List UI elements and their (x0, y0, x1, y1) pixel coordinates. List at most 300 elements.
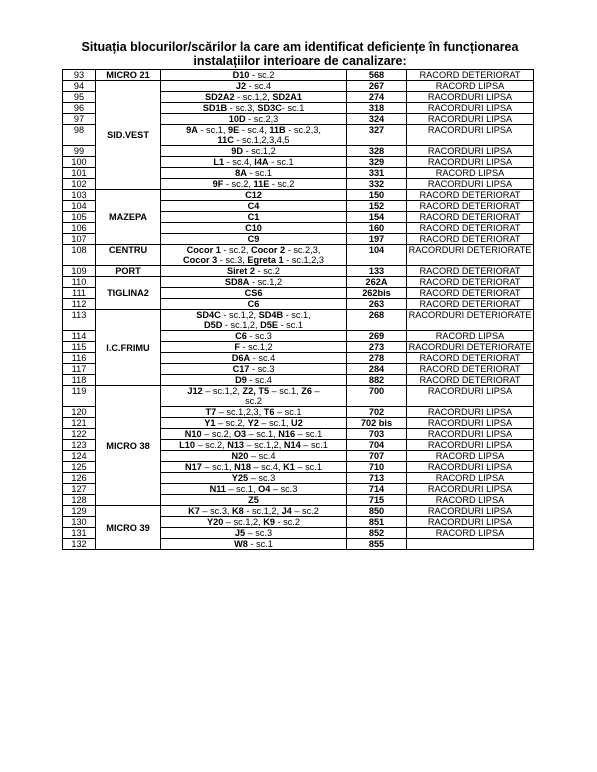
block-list (161, 429, 347, 440)
block-id: Z5 (248, 495, 259, 505)
row-number: 120 (63, 407, 96, 418)
stair-info: - sc.4 (246, 81, 272, 91)
cadastral-code: 332 (347, 179, 407, 190)
block-id: I4A (254, 157, 269, 167)
deficiency-status: RACORDURI LIPSA (407, 386, 534, 407)
block-id: K1 (283, 462, 295, 472)
zone-name: MICRO 21 (96, 70, 161, 81)
block-id: D5E (260, 320, 279, 330)
cadastral-code: 133 (347, 266, 407, 277)
stair-info: - sc.1,2 (243, 146, 276, 156)
stair-info: - sc.4 (246, 375, 272, 385)
cadastral-code: 707 (347, 451, 407, 462)
row-number: 115 (63, 342, 96, 353)
table-row (63, 245, 534, 266)
cadastral-code: 710 (347, 462, 407, 473)
block-id: W8 (234, 539, 248, 549)
block-id: Y20 (207, 517, 224, 527)
stair-info: - sc.3, (227, 103, 258, 113)
block-list (161, 125, 347, 146)
zone-name: I.C.FRIMU (96, 310, 161, 386)
row-number: 118 (63, 375, 96, 386)
row-number: 95 (63, 92, 96, 103)
title-line-2: instalațiilor interioare de canalizare: (193, 54, 407, 68)
stair-info: – sc.3 (245, 528, 273, 538)
block-id: N13 (227, 440, 245, 450)
row-number: 109 (63, 266, 96, 277)
cadastral-code: 714 (347, 484, 407, 495)
table-row (63, 266, 534, 277)
row-number: 107 (63, 234, 96, 245)
block-id: K9 (263, 517, 275, 527)
deficiency-status: RACORDURI LIPSA (407, 506, 534, 517)
deficiency-status: RACORDURI DETERIORATE (407, 342, 534, 353)
deficiency-status: RACORDURI LIPSA (407, 157, 534, 168)
block-id: N18 (234, 462, 251, 472)
block-id: Y2 (247, 418, 259, 428)
block-id: C6 (247, 299, 260, 309)
stair-info: – sc.1 (294, 462, 322, 472)
stair-info: - sc.1,2 (239, 342, 273, 352)
table-row (63, 386, 534, 407)
cadastral-code: 318 (347, 103, 407, 114)
deficiency-status: RACORD LIPSA (407, 495, 534, 506)
deficiency-status: RACORDURI LIPSA (407, 103, 534, 114)
row-number: 101 (63, 168, 96, 179)
block-id: Z2, T5 (242, 386, 270, 396)
stair-info: - sc.2 (249, 70, 275, 80)
stair-info: – sc.1, (269, 386, 302, 396)
block-id: Cocor 2 (250, 245, 286, 255)
stair-info: – (311, 386, 320, 396)
block-id: Z6 (301, 386, 312, 396)
block-list (161, 179, 347, 190)
cadastral-code: 882 (347, 375, 407, 386)
block-id: L1 (213, 157, 225, 167)
stair-info: – sc.4, (250, 462, 284, 472)
stair-info: - sc.4 (250, 353, 276, 363)
block-id: C17 (232, 364, 250, 374)
stair-info: - sc.2 (274, 517, 300, 527)
block-list (161, 331, 347, 342)
deficiency-status: RACORD DETERIORAT (407, 201, 534, 212)
block-list (161, 310, 347, 331)
deficiency-status: RACORDURI LIPSA (407, 517, 534, 528)
block-list (161, 539, 347, 550)
deficiency-status: RACORD DETERIORAT (407, 277, 534, 288)
block-id: SD1B (202, 103, 228, 113)
stair-info: – sc.2, (215, 418, 248, 428)
cadastral-code: 152 (347, 201, 407, 212)
stair-info: - sc.2 (269, 179, 295, 189)
block-id: C10 (245, 223, 262, 233)
row-number: 98 (63, 125, 96, 146)
block-list (161, 190, 347, 201)
deficiency-status: RACORDURI LIPSA (407, 462, 534, 473)
deficiency-status: RACORD LIPSA (407, 473, 534, 484)
stair-info: – sc.1, (201, 462, 235, 472)
block-list (161, 81, 347, 92)
stair-info: – sc.1, (225, 484, 259, 494)
row-number: 103 (63, 190, 96, 201)
row-number: 117 (63, 364, 96, 375)
block-id: 9A (186, 125, 198, 135)
block-id: D10 (232, 70, 250, 80)
title-line-1: Situația blocurilor/scărilor la care am identificat deficiențe în funcționarea (81, 40, 519, 54)
stair-info: – sc.3 (248, 473, 276, 483)
deficiency-status (407, 539, 534, 550)
deficiency-status: RACORDURI LIPSA (407, 179, 534, 190)
stair-info: - sc.3, (217, 255, 248, 265)
block-list (161, 103, 347, 114)
block-id: N17 (185, 462, 202, 472)
stair-info: – sc.1,2, (223, 517, 264, 527)
block-id: N11 (209, 484, 226, 494)
cadastral-code: 850 (347, 506, 407, 517)
table-row (63, 70, 534, 81)
block-id: T6 (263, 407, 275, 417)
block-id: J5 (234, 528, 246, 538)
stair-info: - sc.1,2, (243, 506, 282, 516)
stair-info: - sc.4, (239, 125, 270, 135)
deficiency-status: RACORDURI LIPSA (407, 146, 534, 157)
stair-info: - sc.1,2, (222, 320, 261, 330)
deficiency-table-body (63, 70, 534, 550)
cadastral-code: 324 (347, 114, 407, 125)
block-list (161, 266, 347, 277)
block-list (161, 364, 347, 375)
block-id: C6 (235, 331, 247, 341)
deficiency-status: RACORDURI DETERIORATE (407, 310, 534, 331)
cadastral-code: 852 (347, 528, 407, 539)
table-row (63, 81, 534, 92)
block-list (161, 506, 347, 517)
stair-info: - sc.1,2, (234, 92, 273, 102)
row-number: 96 (63, 103, 96, 114)
zone-name: MICRO 38 (96, 386, 161, 506)
stair-info: – sc.1,2,3, (216, 407, 264, 417)
block-id: F (234, 342, 240, 352)
stair-info: – sc.2, (201, 429, 234, 439)
block-id: 10D (228, 114, 246, 124)
row-number: 123 (63, 440, 96, 451)
row-number: 106 (63, 223, 96, 234)
stair-info: - sc.1 (247, 539, 273, 549)
block-id: O4 (258, 484, 271, 494)
stair-info: - sc.1,2, (220, 310, 259, 320)
row-number: 112 (63, 299, 96, 310)
deficiency-status: RACORDURI LIPSA (407, 440, 534, 451)
cadastral-code: 274 (347, 92, 407, 103)
deficiency-status: RACORDURI LIPSA (407, 92, 534, 103)
deficiency-status: RACORD DETERIORAT (407, 375, 534, 386)
row-number: 125 (63, 462, 96, 473)
block-list (161, 440, 347, 451)
block-id: C12 (245, 190, 262, 200)
deficiency-status: RACORDURI LIPSA (407, 429, 534, 440)
cadastral-code: 262bis (347, 288, 407, 299)
block-id: K7 (188, 506, 200, 516)
block-list (161, 484, 347, 495)
row-number: 129 (63, 506, 96, 517)
stair-info: - sc.2, (220, 245, 251, 255)
block-id: K8 (232, 506, 244, 516)
deficiency-status: RACORD DETERIORAT (407, 364, 534, 375)
block-id: 11C (217, 135, 234, 145)
block-list (161, 201, 347, 212)
stair-info: - sc.2,3, (285, 125, 321, 135)
stair-info: - sc.1,2,3 (283, 255, 324, 265)
block-id: SD4C (196, 310, 221, 320)
row-number: 110 (63, 277, 96, 288)
stair-info: – sc.3, (199, 506, 233, 516)
stair-info: - sc.3 (249, 364, 275, 374)
row-number: 111 (63, 288, 96, 299)
block-list (161, 223, 347, 234)
cadastral-code: 284 (347, 364, 407, 375)
block-id: N14 (283, 440, 301, 450)
cadastral-code: 328 (347, 146, 407, 157)
block-id: N16 (278, 429, 296, 439)
row-number: 104 (63, 201, 96, 212)
block-list (161, 517, 347, 528)
block-list (161, 70, 347, 81)
stair-info: – sc.1,2, (202, 386, 243, 396)
deficiency-status: RACORD DETERIORAT (407, 70, 534, 81)
cadastral-code: 104 (347, 245, 407, 266)
block-list (161, 157, 347, 168)
stair-info: – sc.1, (258, 418, 292, 428)
deficiency-status: RACORDURI LIPSA (407, 418, 534, 429)
row-number: 127 (63, 484, 96, 495)
cadastral-code: 160 (347, 223, 407, 234)
cadastral-code: 329 (347, 157, 407, 168)
block-id: CS6 (244, 288, 263, 298)
stair-info: - sc.1, (283, 310, 311, 320)
zone-name: MAZEPA (96, 190, 161, 245)
block-id: C1 (247, 212, 260, 222)
deficiency-status: RACORDURI LIPSA (407, 407, 534, 418)
deficiency-status: RACORDURI LIPSA (407, 484, 534, 495)
cadastral-code: 704 (347, 440, 407, 451)
stair-info: - sc.2 (255, 266, 281, 276)
stair-info: – sc.1,2, (244, 440, 284, 450)
block-id: SD2A1 (272, 92, 303, 102)
block-list (161, 342, 347, 353)
stair-info: – sc.1, (246, 429, 279, 439)
row-number: 99 (63, 146, 96, 157)
block-list (161, 114, 347, 125)
deficiency-status: RACORDURI LIPSA (407, 125, 534, 146)
deficiency-status: RACORD LIPSA (407, 528, 534, 539)
stair-info: - sc.2,3 (245, 114, 279, 124)
stair-info: - sc.2,3, (285, 245, 321, 255)
cadastral-code: 154 (347, 212, 407, 223)
cadastral-code: 703 (347, 429, 407, 440)
row-number: 93 (63, 70, 96, 81)
zone-name: SID.VEST (96, 81, 161, 190)
stair-info: - sc.1, (197, 125, 228, 135)
block-list (161, 528, 347, 539)
deficiency-status: RACORD LIPSA (407, 331, 534, 342)
block-id: L10 (179, 440, 196, 450)
block-list (161, 146, 347, 157)
row-number: 97 (63, 114, 96, 125)
stair-info: - sc.2, (223, 179, 254, 189)
row-number: 108 (63, 245, 96, 266)
row-number: 102 (63, 179, 96, 190)
block-id: SD2A2 (204, 92, 235, 102)
block-id: Y1 (204, 418, 216, 428)
deficiency-status: RACORD DETERIORAT (407, 353, 534, 364)
stair-info: - sc.1,2,3,4,5 (233, 135, 290, 145)
cadastral-code: 262A (347, 277, 407, 288)
deficiency-status: RACORDURI DETERIORATE (407, 245, 534, 266)
row-number: 100 (63, 157, 96, 168)
row-number: 116 (63, 353, 96, 364)
row-number: 126 (63, 473, 96, 484)
stair-info: – sc.2 (291, 506, 319, 516)
block-id: 9D (231, 146, 244, 156)
document-title (60, 40, 540, 68)
block-id: C9 (247, 234, 260, 244)
stair-info: – sc.1 (274, 407, 302, 417)
cadastral-code: 263 (347, 299, 407, 310)
block-list (161, 299, 347, 310)
deficiency-status: RACORD DETERIORAT (407, 212, 534, 223)
row-number: 119 (63, 386, 96, 407)
block-id: D6A (231, 353, 251, 363)
block-id: Y25 (231, 473, 249, 483)
block-id: 9E (227, 125, 240, 135)
stair-info: – sc.3 (270, 484, 298, 494)
cadastral-code: 568 (347, 70, 407, 81)
row-number: 114 (63, 331, 96, 342)
row-number: 121 (63, 418, 96, 429)
block-id: Egreta 1 (247, 255, 284, 265)
stair-info: – sc.1 (300, 440, 328, 450)
table-row (63, 277, 534, 288)
table-row (63, 506, 534, 517)
block-id: SD8A (224, 277, 250, 287)
row-number: 94 (63, 81, 96, 92)
cadastral-code: 855 (347, 539, 407, 550)
cadastral-code: 702 (347, 407, 407, 418)
block-list (161, 353, 347, 364)
block-id: Siret 2 (226, 266, 256, 276)
cadastral-code: 702 bis (347, 418, 407, 429)
cadastral-code: 713 (347, 473, 407, 484)
cadastral-code: 197 (347, 234, 407, 245)
block-id: D5D (203, 320, 223, 330)
cadastral-code: 267 (347, 81, 407, 92)
cadastral-code: 278 (347, 353, 407, 364)
block-id: J2 (235, 81, 247, 91)
block-id: 8A (235, 168, 247, 178)
block-list (161, 234, 347, 245)
block-list (161, 245, 347, 266)
deficiency-table (62, 69, 534, 550)
stair-info: – sc.4 (248, 451, 276, 461)
block-id: T7 (205, 407, 217, 417)
block-id: D9 (235, 375, 247, 385)
block-id: SD4B (258, 310, 284, 320)
row-number: 113 (63, 310, 96, 331)
zone-name: CENTRU (96, 245, 161, 266)
cadastral-code: 150 (347, 190, 407, 201)
deficiency-status: RACORD DETERIORAT (407, 190, 534, 201)
block-id: C4 (247, 201, 260, 211)
row-number: 131 (63, 528, 96, 539)
block-id: J4 (281, 506, 292, 516)
stair-info: sc.2 (245, 396, 262, 406)
block-id: 11B (269, 125, 286, 135)
block-id: 9F (212, 179, 224, 189)
stair-info: - sc.1 (246, 168, 272, 178)
block-id: J12 (187, 386, 203, 396)
stair-info: - sc.1 (281, 103, 305, 113)
block-list (161, 451, 347, 462)
row-number: 105 (63, 212, 96, 223)
deficiency-status: RACORD DETERIORAT (407, 266, 534, 277)
block-list (161, 277, 347, 288)
block-list (161, 462, 347, 473)
block-list (161, 92, 347, 103)
table-row (63, 190, 534, 201)
block-list (161, 418, 347, 429)
deficiency-status: RACORDURI LIPSA (407, 114, 534, 125)
block-id: 11E (253, 179, 270, 189)
block-id: U2 (291, 418, 303, 428)
block-list (161, 212, 347, 223)
stair-info: - sc.4, (224, 157, 255, 167)
cadastral-code: 851 (347, 517, 407, 528)
zone-name: TIGLINA2 (96, 277, 161, 310)
deficiency-status: RACORD LIPSA (407, 168, 534, 179)
deficiency-status: RACORD DETERIORAT (407, 234, 534, 245)
stair-info: - sc.1,2 (249, 277, 283, 287)
block-list (161, 288, 347, 299)
row-number: 122 (63, 429, 96, 440)
deficiency-status: RACORD DETERIORAT (407, 299, 534, 310)
zone-name: PORT (96, 266, 161, 277)
deficiency-status: RACORD DETERIORAT (407, 223, 534, 234)
row-number: 128 (63, 495, 96, 506)
cadastral-code: 700 (347, 386, 407, 407)
stair-info: - sc.1 (268, 157, 294, 167)
stair-info: – sc.2, (195, 440, 228, 450)
block-list (161, 375, 347, 386)
block-id: O3 (233, 429, 247, 439)
block-list (161, 386, 347, 407)
block-id: N20 (231, 451, 249, 461)
cadastral-code: 327 (347, 125, 407, 146)
zone-name: MICRO 39 (96, 506, 161, 550)
block-list (161, 168, 347, 179)
cadastral-code: 269 (347, 331, 407, 342)
block-id: Cocor 1 (186, 245, 221, 255)
deficiency-status: RACORD LIPSA (407, 451, 534, 462)
block-list (161, 473, 347, 484)
stair-info: – sc.1 (295, 429, 323, 439)
cadastral-code: 331 (347, 168, 407, 179)
block-id: N10 (184, 429, 202, 439)
row-number: 130 (63, 517, 96, 528)
row-number: 124 (63, 451, 96, 462)
block-id: SD3C (257, 103, 282, 113)
deficiency-status: RACORD LIPSA (407, 81, 534, 92)
row-number: 132 (63, 539, 96, 550)
